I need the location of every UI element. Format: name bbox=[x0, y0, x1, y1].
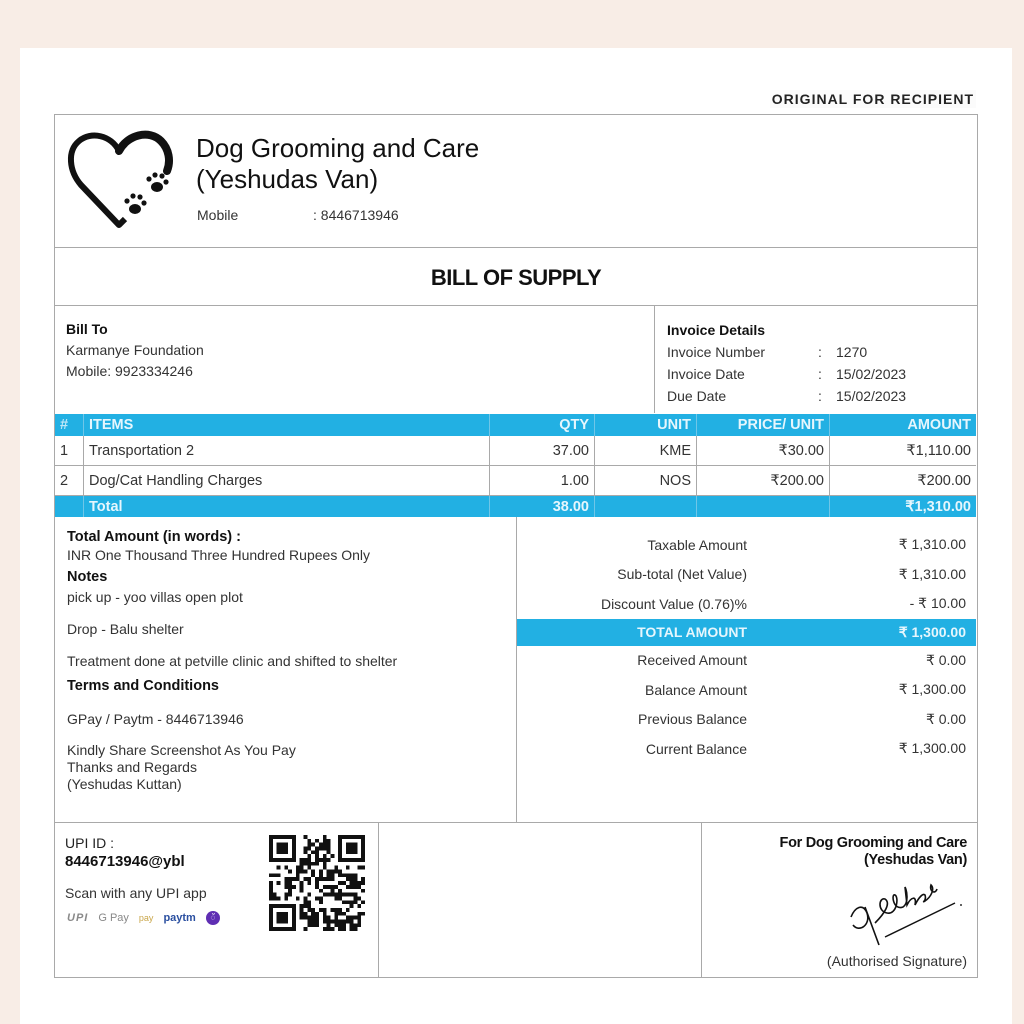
cell-empty bbox=[696, 496, 829, 517]
cell-qty: 37.00 bbox=[489, 436, 594, 465]
summary-value: ₹ 1,310.00 bbox=[898, 565, 966, 582]
business-name-line1: Dog Grooming and Care bbox=[196, 133, 480, 163]
note-line: Drop - Balu shelter bbox=[67, 621, 184, 637]
cell-empty bbox=[55, 496, 83, 517]
cell-item: Dog/Cat Handling Charges bbox=[83, 466, 489, 495]
total-amount: ₹1,310.00 bbox=[829, 496, 976, 517]
summary-row-discount bbox=[517, 589, 976, 619]
upi-label: UPI ID : bbox=[65, 835, 115, 851]
signatory-business bbox=[780, 835, 967, 869]
col-header-items: ITEMS bbox=[83, 414, 489, 436]
copy-label: ORIGINAL FOR RECIPIENT bbox=[771, 91, 974, 107]
cell-amount: ₹200.00 bbox=[829, 466, 976, 495]
phonepe-logo-icon: ॅ bbox=[206, 911, 220, 925]
divider bbox=[55, 247, 977, 248]
bill-to-name: Karmanye Foundation bbox=[66, 342, 204, 358]
summary-label: Current Balance bbox=[645, 740, 747, 757]
invoice-date-value: 15/02/2023 bbox=[836, 366, 907, 382]
divider bbox=[378, 822, 379, 978]
separator: : bbox=[818, 344, 822, 360]
upi-qr-code[interactable] bbox=[269, 835, 365, 931]
gpay-logo-icon: G Pay bbox=[98, 912, 129, 924]
summary-label: Discount Value (0.76)% bbox=[600, 595, 747, 612]
upi-id: 8446713946@ybl bbox=[65, 853, 185, 870]
summary-value: ₹ 1,300.00 bbox=[898, 681, 966, 698]
invoice-box bbox=[54, 114, 978, 978]
notes-section bbox=[67, 529, 397, 793]
summary-value: ₹ 0.00 bbox=[925, 651, 966, 668]
divider bbox=[55, 822, 977, 823]
business-name-line2: (Yeshudas Van) bbox=[196, 164, 379, 194]
summary-row-previous bbox=[517, 705, 976, 735]
summary-row-received bbox=[517, 646, 976, 676]
col-header-unit: UNIT bbox=[594, 414, 696, 436]
summary-label: Received Amount bbox=[637, 652, 747, 669]
terms-line: Kindly Share Screenshot As You Pay bbox=[67, 742, 296, 758]
bill-to-section bbox=[66, 319, 204, 382]
note-line: pick up - yoo villas open plot bbox=[67, 589, 243, 605]
amazon-pay-logo-icon: pay bbox=[138, 913, 154, 923]
terms-heading: Terms and Conditions bbox=[67, 678, 219, 694]
table-header bbox=[55, 414, 976, 436]
bill-to-mobile: Mobile: 9923334246 bbox=[66, 363, 193, 379]
invoice-number-row bbox=[667, 341, 906, 363]
scan-instruction: Scan with any UPI app bbox=[65, 885, 207, 901]
terms-line: GPay / Paytm - 8446713946 bbox=[67, 711, 244, 727]
summary-row-total bbox=[517, 619, 976, 646]
cell-number: 1 bbox=[60, 442, 69, 459]
signatory-line1: For Dog Grooming and Care bbox=[779, 835, 967, 851]
items-table bbox=[55, 414, 976, 517]
summary-label: TOTAL AMOUNT bbox=[637, 624, 747, 640]
total-qty: 38.00 bbox=[489, 496, 594, 517]
cell-amount: ₹1,110.00 bbox=[829, 436, 976, 465]
table-total-row bbox=[55, 496, 976, 517]
divider bbox=[55, 305, 977, 306]
col-header-qty: QTY bbox=[489, 414, 594, 436]
notes-heading: Notes bbox=[67, 569, 108, 585]
invoice-date-label: Invoice Date bbox=[667, 366, 745, 382]
due-date-value: 15/02/2023 bbox=[836, 388, 907, 404]
summary-label: Previous Balance bbox=[638, 711, 747, 728]
col-header-price: PRICE/ UNIT bbox=[696, 414, 829, 436]
summary-row-current bbox=[517, 734, 976, 764]
terms-line: Thanks and Regards bbox=[67, 759, 197, 775]
summary-value: ₹ 1,310.00 bbox=[898, 536, 966, 553]
signatory-line2: (Yeshudas Van) bbox=[864, 852, 967, 868]
summary-value: - ₹ 10.00 bbox=[909, 595, 966, 612]
document-title: BILL OF SUPPLY bbox=[430, 264, 602, 290]
amount-words-heading: Total Amount (in words) : bbox=[67, 529, 241, 545]
cell-price: ₹30.00 bbox=[696, 436, 829, 465]
amount-words-text: INR One Thousand Three Hundred Rupees Only bbox=[67, 547, 370, 563]
summary-label: Balance Amount bbox=[645, 681, 747, 698]
cell-unit: NOS bbox=[594, 466, 696, 495]
separator: : bbox=[818, 388, 822, 404]
cell-empty bbox=[594, 496, 696, 517]
cell-item: Transportation 2 bbox=[83, 436, 489, 465]
heart-paw-logo-icon bbox=[67, 129, 179, 233]
invoice-number-value: 1270 bbox=[836, 344, 868, 360]
payment-app-logos bbox=[67, 911, 220, 925]
summary-row-subtotal bbox=[517, 560, 976, 590]
business-mobile-value: : 8446713946 bbox=[313, 207, 399, 223]
cell-unit: KME bbox=[594, 436, 696, 465]
business-mobile-label: Mobile bbox=[197, 207, 239, 223]
summary-label: Sub-total (Net Value) bbox=[617, 566, 747, 583]
terms-line: (Yeshudas Kuttan) bbox=[67, 776, 182, 792]
authorised-signature-label: (Authorised Signature) bbox=[826, 953, 967, 969]
summary-row-balance bbox=[517, 675, 976, 705]
paytm-logo-icon: paytm bbox=[163, 912, 196, 924]
total-label: Total bbox=[83, 496, 489, 517]
summary-section bbox=[517, 530, 976, 764]
table-row bbox=[55, 436, 976, 466]
separator: : bbox=[818, 366, 822, 382]
summary-row-taxable bbox=[517, 530, 976, 560]
invoice-number-label: Invoice Number bbox=[667, 344, 766, 360]
col-header-number: # bbox=[60, 417, 69, 433]
table-row bbox=[55, 466, 976, 496]
divider bbox=[654, 305, 655, 413]
note-line: Treatment done at petville clinic and shifted to shelter bbox=[67, 653, 398, 669]
due-date-label: Due Date bbox=[667, 388, 727, 404]
summary-label: Taxable Amount bbox=[647, 536, 747, 553]
cell-qty: 1.00 bbox=[489, 466, 594, 495]
upi-logo-icon: UPI bbox=[67, 912, 89, 924]
due-date-row bbox=[667, 385, 906, 407]
divider bbox=[701, 822, 702, 978]
invoice-details-heading: Invoice Details bbox=[667, 322, 766, 338]
summary-value: ₹ 1,300.00 bbox=[898, 740, 966, 757]
bill-to-heading: Bill To bbox=[66, 321, 108, 337]
invoice-date-row bbox=[667, 363, 906, 385]
invoice-details-section bbox=[667, 319, 906, 407]
business-name bbox=[196, 133, 479, 195]
cell-number: 2 bbox=[60, 472, 69, 489]
handwritten-signature bbox=[845, 867, 965, 947]
summary-value: ₹ 0.00 bbox=[925, 710, 966, 727]
cell-price: ₹200.00 bbox=[696, 466, 829, 495]
col-header-amount: AMOUNT bbox=[829, 414, 976, 436]
summary-value: ₹ 1,300.00 bbox=[898, 623, 966, 640]
